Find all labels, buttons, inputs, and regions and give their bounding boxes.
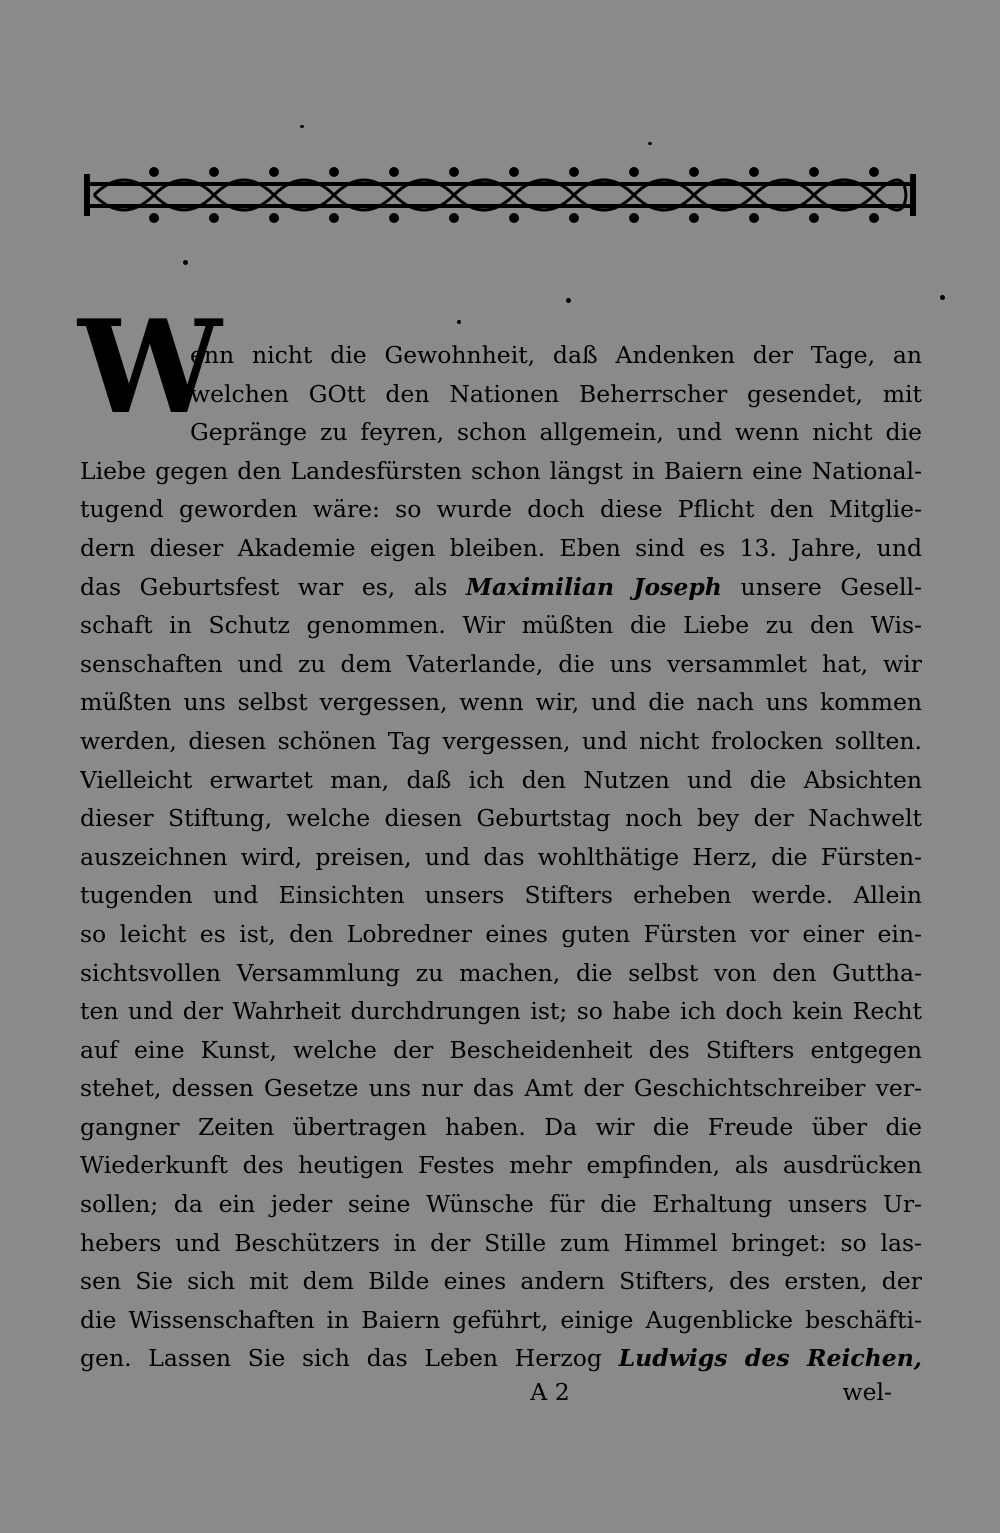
text-line: werden, diesen schönen Tag vergessen, und nicht frolocken sollten. (80, 726, 922, 755)
print-speck (648, 142, 652, 145)
name-ludwig: Ludwigs des Reichen, (618, 1344, 922, 1373)
text-segment: unsere Gesell- (740, 572, 922, 601)
text-line: müßten uns selbst vergessen, wenn wir, und die nach uns kommen (80, 688, 922, 717)
print-speck (566, 298, 571, 303)
text-line (80, 568, 922, 607)
print-speck (940, 295, 945, 300)
body-text (80, 336, 922, 1378)
text-line: tugend geworden wäre: so wurde doch diese Pflicht den Mitglie- (80, 495, 922, 524)
drop-cap: W (78, 293, 222, 443)
text-line: Wiederkunft des heutigen Festes mehr empfinden, als ausdrücken (80, 1151, 922, 1180)
catchword: wel- (842, 1378, 892, 1406)
text-line: hebers und Beschützers in der Stille zum Himmel bringet: so las- (80, 1228, 922, 1257)
text-line: die Wissenschaften in Baiern geführt, einige Augenblicke beschäfti- (80, 1305, 922, 1334)
text-line: sollen; da ein jeder seine Wünsche für die Erhaltung unsers Ur- (80, 1190, 922, 1219)
text-line: Liebe gegen den Landesfürsten schon längst in Baiern eine National- (80, 456, 922, 485)
text-line: stehet, dessen Gesetze uns nur das Amt der Geschichtschreiber ver- (80, 1074, 922, 1103)
text-line: schaft in Schutz genommen. Wir müßten die Liebe zu den Wis- (80, 611, 922, 640)
text-segment: das Geburtsfest war es, als (80, 572, 448, 601)
name-maximilian-joseph: Maximilian Joseph (465, 572, 722, 601)
text-line: senschaften und zu dem Vaterlande, die uns versammlet hat, wir (80, 649, 922, 678)
print-speck (300, 125, 304, 128)
text-line: auf eine Kunst, welche der Bescheidenheit des Stifters entgegen (80, 1035, 922, 1064)
text-line: ten und der Wahrheit durchdrungen ist; so habe ich doch kein Recht (80, 997, 922, 1026)
text-line: tugenden und Einsichten unsers Stifters erheben werde. Allein (80, 881, 922, 910)
text-line: gangner Zeiten übertragen haben. Da wir die Freude über die (80, 1112, 922, 1141)
text-segment: Herzog (514, 1344, 602, 1373)
text-line: welchen GOtt den Nationen Beherrscher gesendet, mit (190, 379, 922, 408)
text-line: so leicht es ist, den Lobredner eines guten Fürsten vor einer ein- (80, 919, 922, 948)
text-line: sichtsvollen Versammlung zu machen, die selbst von den Guttha- (80, 958, 922, 987)
text-line: dern dieser Akademie eigen bleiben. Eben sind es 13. Jahre, und (80, 533, 922, 562)
text-segment: gen. Lassen Sie sich das Leben (80, 1344, 498, 1373)
header-ornament (84, 160, 916, 230)
print-speck (183, 260, 188, 265)
page-footer (80, 1378, 922, 1412)
text-line: auszeichnen wird, preisen, und das wohlthätige Herz, die Fürsten- (80, 842, 922, 871)
text-line: enn nicht die Gewohnheit, daß Andenken der Tage, an (190, 341, 922, 369)
text-line (80, 1339, 922, 1378)
text-line: Gepränge zu feyren, schon allgemein, und wenn nicht die (190, 418, 922, 447)
text-line: Vielleicht erwartet man, daß ich den Nutzen und die Absichten (80, 765, 922, 794)
signature-mark: A 2 (530, 1378, 570, 1406)
text-line: dieser Stiftung, welche diesen Geburtstag noch bey der Nachwelt (80, 804, 922, 833)
text-line: sen Sie sich mit dem Bilde eines andern Stifters, des ersten, der (80, 1267, 922, 1296)
print-speck (457, 320, 461, 324)
